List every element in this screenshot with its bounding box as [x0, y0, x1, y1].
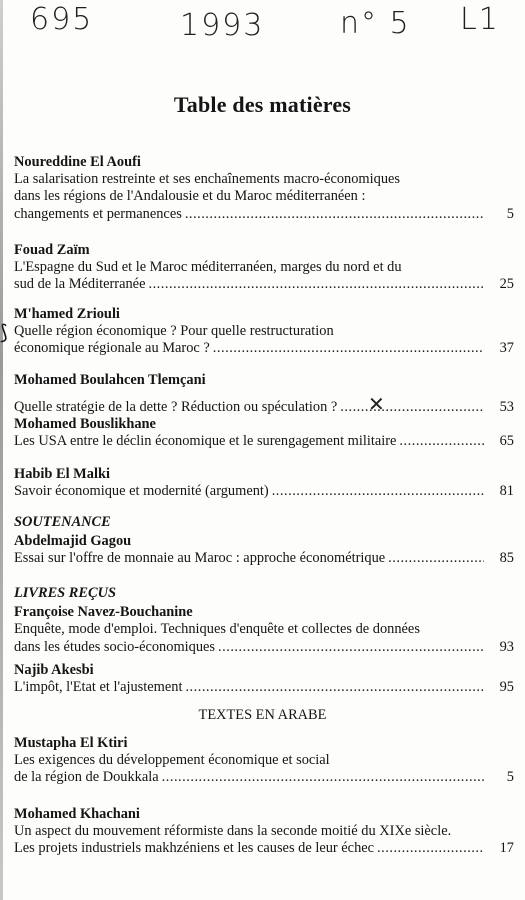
- dot-leader: [162, 769, 484, 786]
- page-number: 53: [499, 399, 514, 416]
- entry-author: Abdelmajid Gagou: [14, 533, 132, 550]
- page-number: 85: [499, 550, 514, 567]
- toc-entry: [14, 242, 514, 294]
- entry-last-line: [14, 840, 514, 857]
- entry-last-line: [14, 276, 514, 293]
- section-heading: SOUTENANCE: [14, 514, 111, 530]
- toc-entry: [14, 416, 514, 450]
- entry-title-text: Les USA entre le déclin économique et le surengagement militaire: [14, 433, 397, 450]
- entry-title-text: Essai sur l'offre de monnaie au Maroc : approche économétrique: [14, 550, 386, 567]
- entry-last-line: [14, 639, 514, 656]
- entry-author: Najib Akesbi: [14, 661, 94, 678]
- handwritten-annotations: [0, 2, 525, 62]
- dot-leader: [388, 550, 484, 567]
- page-number: 93: [499, 638, 514, 655]
- entry-last-line: [14, 340, 514, 357]
- entry-title-line: La salarisation restreinte et ses enchaînements macro-économiques: [14, 171, 400, 188]
- handwritten-ref-3: n° 5: [340, 6, 411, 41]
- page-number: 81: [499, 483, 514, 500]
- entry-author: Mohamed Bouslikhane: [14, 416, 156, 432]
- entry-author: M'hamed Zriouli: [14, 306, 120, 322]
- handwritten-ref-4: L1: [460, 2, 500, 37]
- entry-title-line: Les exigences du développement économique et social: [14, 752, 330, 769]
- dot-leader: [377, 840, 484, 857]
- toc-entry: [14, 154, 514, 223]
- page-number: 37: [499, 340, 514, 357]
- entry-author: Mustapha El Ktiri: [14, 735, 128, 751]
- toc-entry: [14, 735, 514, 787]
- dot-leader: [185, 206, 484, 223]
- dot-leader: [148, 276, 484, 293]
- entry-title-text: Savoir économique et modernité (argument): [14, 483, 269, 500]
- page-title: Table des matières: [173, 92, 352, 117]
- entry-author: Habib El Malki: [14, 466, 110, 482]
- section-heading: LIVRES REÇUS: [14, 585, 116, 601]
- entry-author: Mohamed Khachani: [14, 806, 140, 822]
- entry-title-line: dans les régions de l'Andalousie et du Maroc méditerranéen :: [14, 188, 366, 205]
- dot-leader: [272, 483, 484, 500]
- toc-entry: [14, 372, 514, 416]
- entry-title-text: L'impôt, l'Etat et l'ajustement: [14, 679, 183, 696]
- entry-last-line: [14, 679, 514, 696]
- page-number: 95: [499, 679, 514, 696]
- dot-leader: [399, 433, 484, 450]
- entry-author: Françoise Navez-Bouchanine: [14, 604, 193, 621]
- handwritten-cross-mark: ✕: [368, 392, 385, 416]
- entry-last-line: [14, 206, 514, 223]
- page-number: 65: [499, 433, 514, 450]
- page-number: 25: [499, 276, 514, 293]
- handwritten-ref-2: 1993: [180, 8, 265, 43]
- section-heading-arabe: TEXTES EN ARABE: [198, 707, 327, 723]
- entry-last-line: [14, 399, 514, 416]
- entry-title-line: Quelle région économique ? Pour quelle restructuration: [14, 323, 334, 340]
- entry-author: Mohamed Boulahcen Tlemçani: [14, 372, 206, 388]
- entry-title-text: Quelle stratégie de la dette ? Réduction ou spéculation ?: [14, 399, 338, 416]
- entry-title-line: L'Espagne du Sud et le Maroc méditerranéen, marges du nord et du: [14, 259, 402, 276]
- entry-title-text: économique régionale au Maroc ?: [14, 340, 210, 357]
- page-number: 5: [506, 205, 514, 222]
- entry-title-line: Un aspect du mouvement réformiste dans la seconde moitié du XIXe siècle.: [14, 823, 452, 840]
- entry-title-text: changements et permanences: [14, 205, 182, 222]
- toc-entry: [14, 806, 514, 858]
- entry-last-line: [14, 769, 514, 786]
- page-number: 17: [499, 840, 514, 857]
- entry-last-line: [14, 550, 514, 567]
- entry-title-line: Enquête, mode d'emploi. Techniques d'enquête et collectes de données: [14, 621, 420, 638]
- handwritten-ref-1: 695: [30, 2, 94, 37]
- entry-title-text: sud de la Méditerranée: [14, 276, 146, 293]
- toc-entry: [14, 306, 514, 358]
- section-soutenance: [14, 514, 514, 568]
- margin-mark: ⟆: [0, 320, 8, 344]
- dot-leader: [218, 639, 484, 656]
- entry-title-text: dans les études socio-économiques: [14, 638, 216, 655]
- toc-entry: [14, 466, 514, 500]
- entry-last-line: [14, 433, 514, 450]
- dot-leader: [185, 679, 484, 696]
- entry-title-text: Les projets industriels makhzéniens et les causes de leur échec: [14, 840, 375, 857]
- page-number: 5: [506, 769, 514, 786]
- dot-leader: [213, 340, 484, 357]
- entry-title-text: de la région de Doukkala: [14, 769, 159, 786]
- entry-last-line: [14, 483, 514, 500]
- dot-leader: [340, 399, 484, 416]
- section-livres-recus: [14, 585, 514, 696]
- entry-author: Fouad Zaïm: [14, 242, 90, 258]
- entry-author: Noureddine El Aoufi: [14, 154, 141, 170]
- scan-edge: [0, 0, 3, 900]
